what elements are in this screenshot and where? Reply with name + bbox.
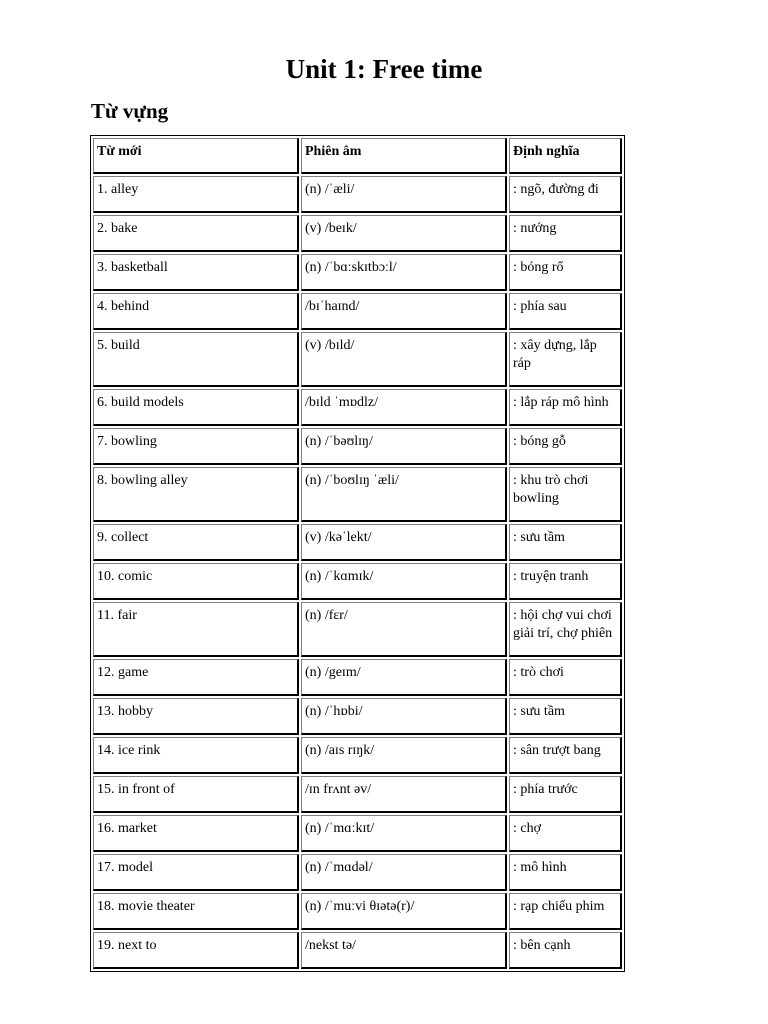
table-row [93,389,622,426]
cell-word: 4. behind [93,293,299,330]
cell-word: 9. collect [93,524,299,561]
cell-pronunciation: (n) /ˈmɑːkɪt/ [301,815,507,852]
cell-pronunciation: (n) /ˈhɒbi/ [301,698,507,735]
table-row [93,698,622,735]
table-row [93,293,622,330]
cell-pronunciation: /ɪn frʌnt əv/ [301,776,507,813]
table-row [93,893,622,930]
table-row [93,776,622,813]
cell-definition: : sân trượt bang [509,737,622,774]
cell-word: 10. comic [93,563,299,600]
cell-pronunciation: (n) /ˈmuːvi θɪətə(r)/ [301,893,507,930]
cell-word: 12. game [93,659,299,696]
cell-word: 8. bowling alley [93,467,299,522]
cell-definition: : bóng rổ [509,254,622,291]
cell-definition: : lắp ráp mô hình [509,389,622,426]
cell-word: 16. market [93,815,299,852]
cell-pronunciation: (v) /bɪld/ [301,332,507,387]
cell-word: 19. next to [93,932,299,969]
cell-definition: : xây dựng, lắp ráp [509,332,622,387]
cell-pronunciation: (n) /ˈbəʊlɪŋ/ [301,428,507,465]
header-definition: Định nghĩa [509,138,622,174]
cell-word: 13. hobby [93,698,299,735]
cell-pronunciation: (n) /aɪs rɪŋk/ [301,737,507,774]
cell-pronunciation: /bɪld ˈmɒdlz/ [301,389,507,426]
cell-word: 1. alley [93,176,299,213]
cell-definition: : sưu tầm [509,524,622,561]
cell-definition: : bóng gỗ [509,428,622,465]
cell-definition: : khu trò chơi bowling [509,467,622,522]
cell-word: 11. fair [93,602,299,657]
cell-definition: : nướng [509,215,622,252]
table-row [93,524,622,561]
cell-definition: : truyện tranh [509,563,622,600]
cell-pronunciation: (n) /ˈmɑdəl/ [301,854,507,891]
header-pronunciation: Phiên âm [301,138,507,174]
page-title: Unit 1: Free time [285,54,483,84]
cell-definition: : trò chơi [509,659,622,696]
cell-word: 14. ice rink [93,737,299,774]
cell-word: 5. build [93,332,299,387]
cell-definition: : phía sau [509,293,622,330]
table-row [93,602,622,657]
cell-definition: : sưu tầm [509,698,622,735]
cell-word: 3. basketball [93,254,299,291]
table-row [93,563,622,600]
cell-pronunciation: (n) /fɛr/ [301,602,507,657]
cell-definition: : chợ [509,815,622,852]
table-row [93,428,622,465]
table-row [93,254,622,291]
table-row [93,215,622,252]
table-header-row [93,138,622,174]
cell-definition: : phía trước [509,776,622,813]
cell-word: 2. bake [93,215,299,252]
table-row [93,467,622,522]
table-row [93,659,622,696]
cell-word: 7. bowling [93,428,299,465]
cell-pronunciation: /nekst tə/ [301,932,507,969]
header-new-word: Từ mới [93,138,299,174]
cell-word: 17. model [93,854,299,891]
cell-pronunciation: (n) /ˈkɑmɪk/ [301,563,507,600]
table-row [93,932,622,969]
cell-word: 18. movie theater [93,893,299,930]
table-row [93,854,622,891]
cell-definition: : ngõ, đường đi [509,176,622,213]
cell-pronunciation: /bɪˈhaɪnd/ [301,293,507,330]
cell-definition: : bên cạnh [509,932,622,969]
cell-definition: : mô hình [509,854,622,891]
cell-pronunciation: (n) /ˈæli/ [301,176,507,213]
cell-word: 15. in front of [93,776,299,813]
table-row [93,176,622,213]
cell-word: 6. build models [93,389,299,426]
table-row [93,332,622,387]
vocabulary-table [90,135,625,972]
cell-definition: : rạp chiếu phim [509,893,622,930]
cell-pronunciation: (v) /kəˈlekt/ [301,524,507,561]
table-row [93,815,622,852]
cell-pronunciation: (n) /ˈbɑːskɪtbɔːl/ [301,254,507,291]
cell-pronunciation: (v) /beɪk/ [301,215,507,252]
cell-pronunciation: (n) /geɪm/ [301,659,507,696]
cell-definition: : hội chợ vui chơi giải trí, chợ phiên [509,602,622,657]
section-title: Từ vựng [91,99,169,123]
table-row [93,737,622,774]
cell-pronunciation: (n) /ˈboʊlɪŋ ˈæli/ [301,467,507,522]
